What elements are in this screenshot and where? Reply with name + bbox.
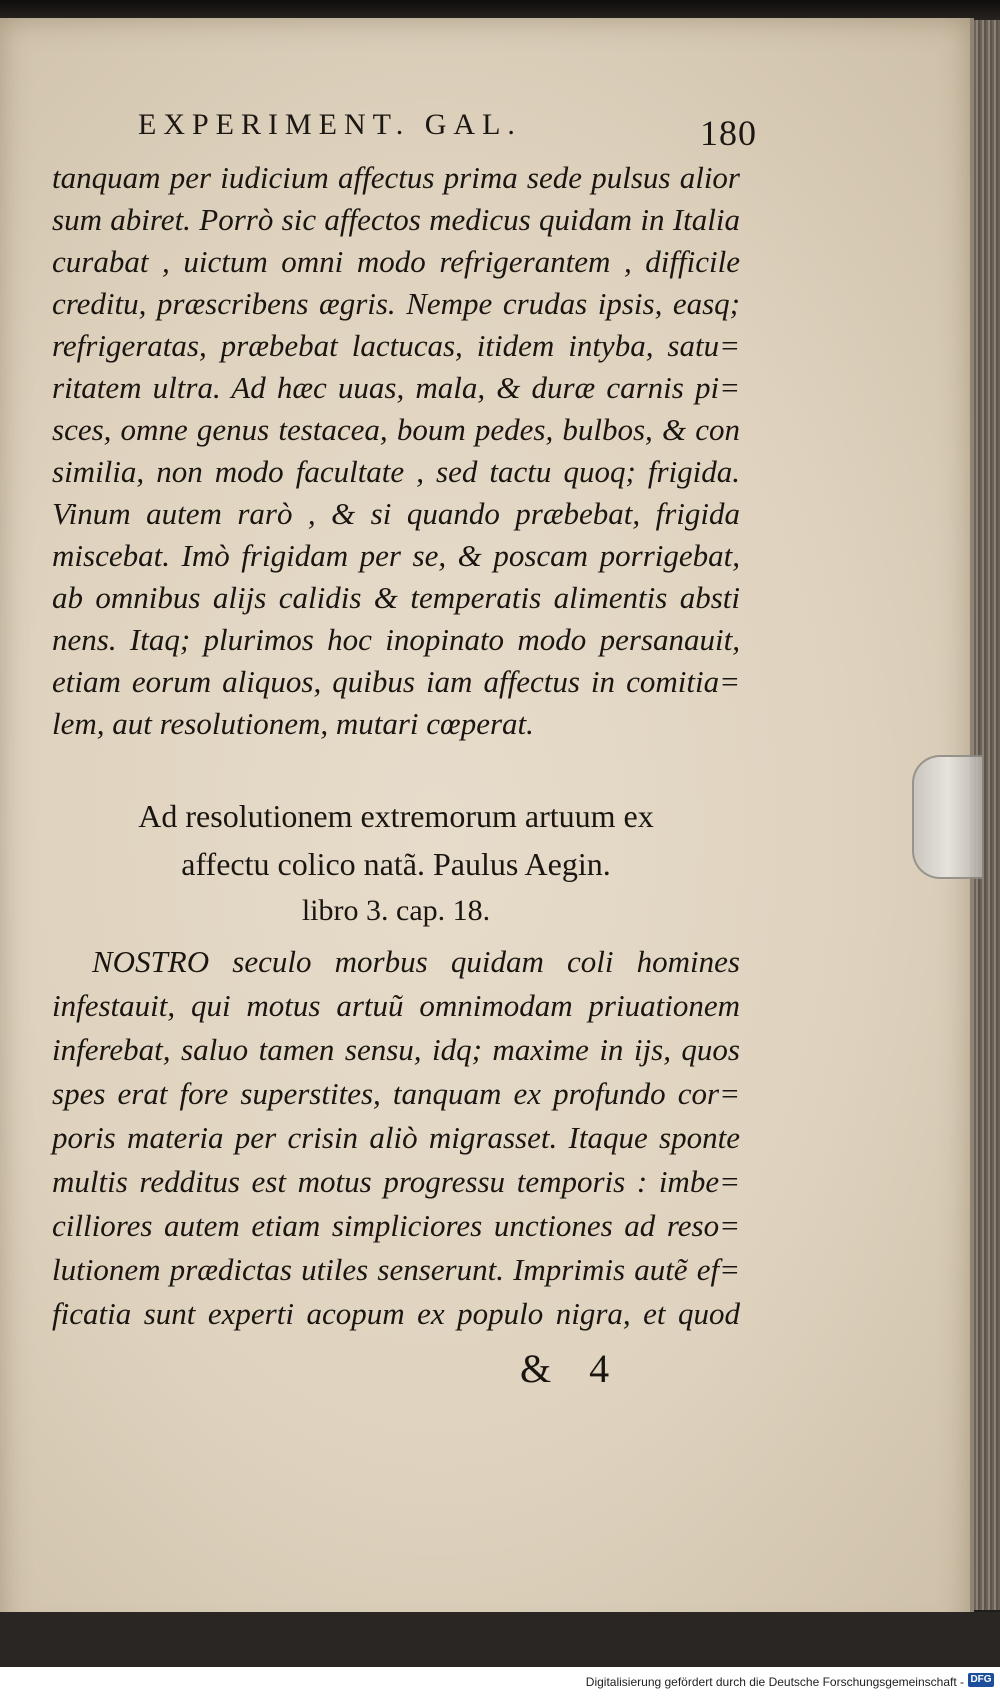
footer-credit: Digitalisierung gefördert durch die Deutsche Forschungsgemeinschaft - <box>585 1675 964 1689</box>
running-title: EXPERIMENT. GAL. <box>138 108 522 141</box>
text-line: ficatia sunt experti acopum ex populo nigra, et quod <box>52 1296 740 1331</box>
text-line: spes erat fore superstites, tanquam ex profundo cor= <box>52 1076 740 1111</box>
text-line: ritatem ultra. Ad hæc uuas, mala, & duræ carnis pi= <box>52 370 740 405</box>
catchword-signature: & 4 <box>520 1346 624 1391</box>
text-line: curabat , uictum omni modo refrigerantem , difficile <box>52 244 740 279</box>
text-line: ab omnibus alijs calidis & temperatis alimentis absti <box>52 580 740 615</box>
text-line: Vinum autem rarò , & si quando præbebat, frigida <box>52 496 740 531</box>
text-line: refrigeratas, præbebat lactucas, itidem intyba, satu= <box>52 328 740 363</box>
section-heading-line: affectu colico natã. Paulus Aegin. <box>181 846 611 882</box>
text-line: creditu, præscribens ægris. Nempe crudas ipsis, easq; <box>52 286 740 321</box>
text-line: NOSTRO seculo morbus quidam coli homines <box>92 944 740 979</box>
text-line: lem, aut resolutionem, mutari cœperat. <box>52 706 534 741</box>
dfg-logo: DFG <box>968 1673 994 1687</box>
text-line: lutionem prædictas utiles senserunt. Imprimis autẽ ef= <box>52 1252 740 1287</box>
text-line: sces, omne genus testacea, boum pedes, bulbos, & con <box>52 412 740 447</box>
section-heading-line: Ad resolutionem extremorum artuum ex <box>138 798 654 834</box>
text-line: tanquam per iudicium affectus prima sede pulsus alior <box>52 160 740 195</box>
text-line: etiam eorum aliquos, quibus iam affectus in comitia= <box>52 664 740 699</box>
text-line: nens. Itaq; plurimos hoc inopinato modo persanauit, <box>52 622 740 657</box>
text-line: infestauit, qui motus artuũ omnimodam priuationem <box>52 988 740 1023</box>
text-line: inferebat, saluo tamen sensu, idq; maxime in ijs, quos <box>52 1032 740 1067</box>
bottom-shadow <box>0 1612 1000 1667</box>
text-line: miscebat. Imò frigidam per se, & poscam porrigebat, <box>52 538 740 573</box>
page-number: 180 <box>700 113 757 153</box>
clip-tab <box>912 755 982 879</box>
text-line: similia, non modo facultate , sed tactu quoq; frigida. <box>52 454 740 489</box>
text-line: cilliores autem etiam simpliciores unctiones ad reso= <box>52 1208 740 1243</box>
section-heading-line: libro 3. cap. 18. <box>301 894 491 927</box>
text-line: multis redditus est motus progressu temporis : imbe= <box>52 1164 740 1199</box>
text-line: poris materia per crisin aliò migrasset. Itaque sponte <box>52 1120 740 1155</box>
text-line: sum abiret. Porrò sic affectos medicus quidam in Italia <box>52 202 740 237</box>
